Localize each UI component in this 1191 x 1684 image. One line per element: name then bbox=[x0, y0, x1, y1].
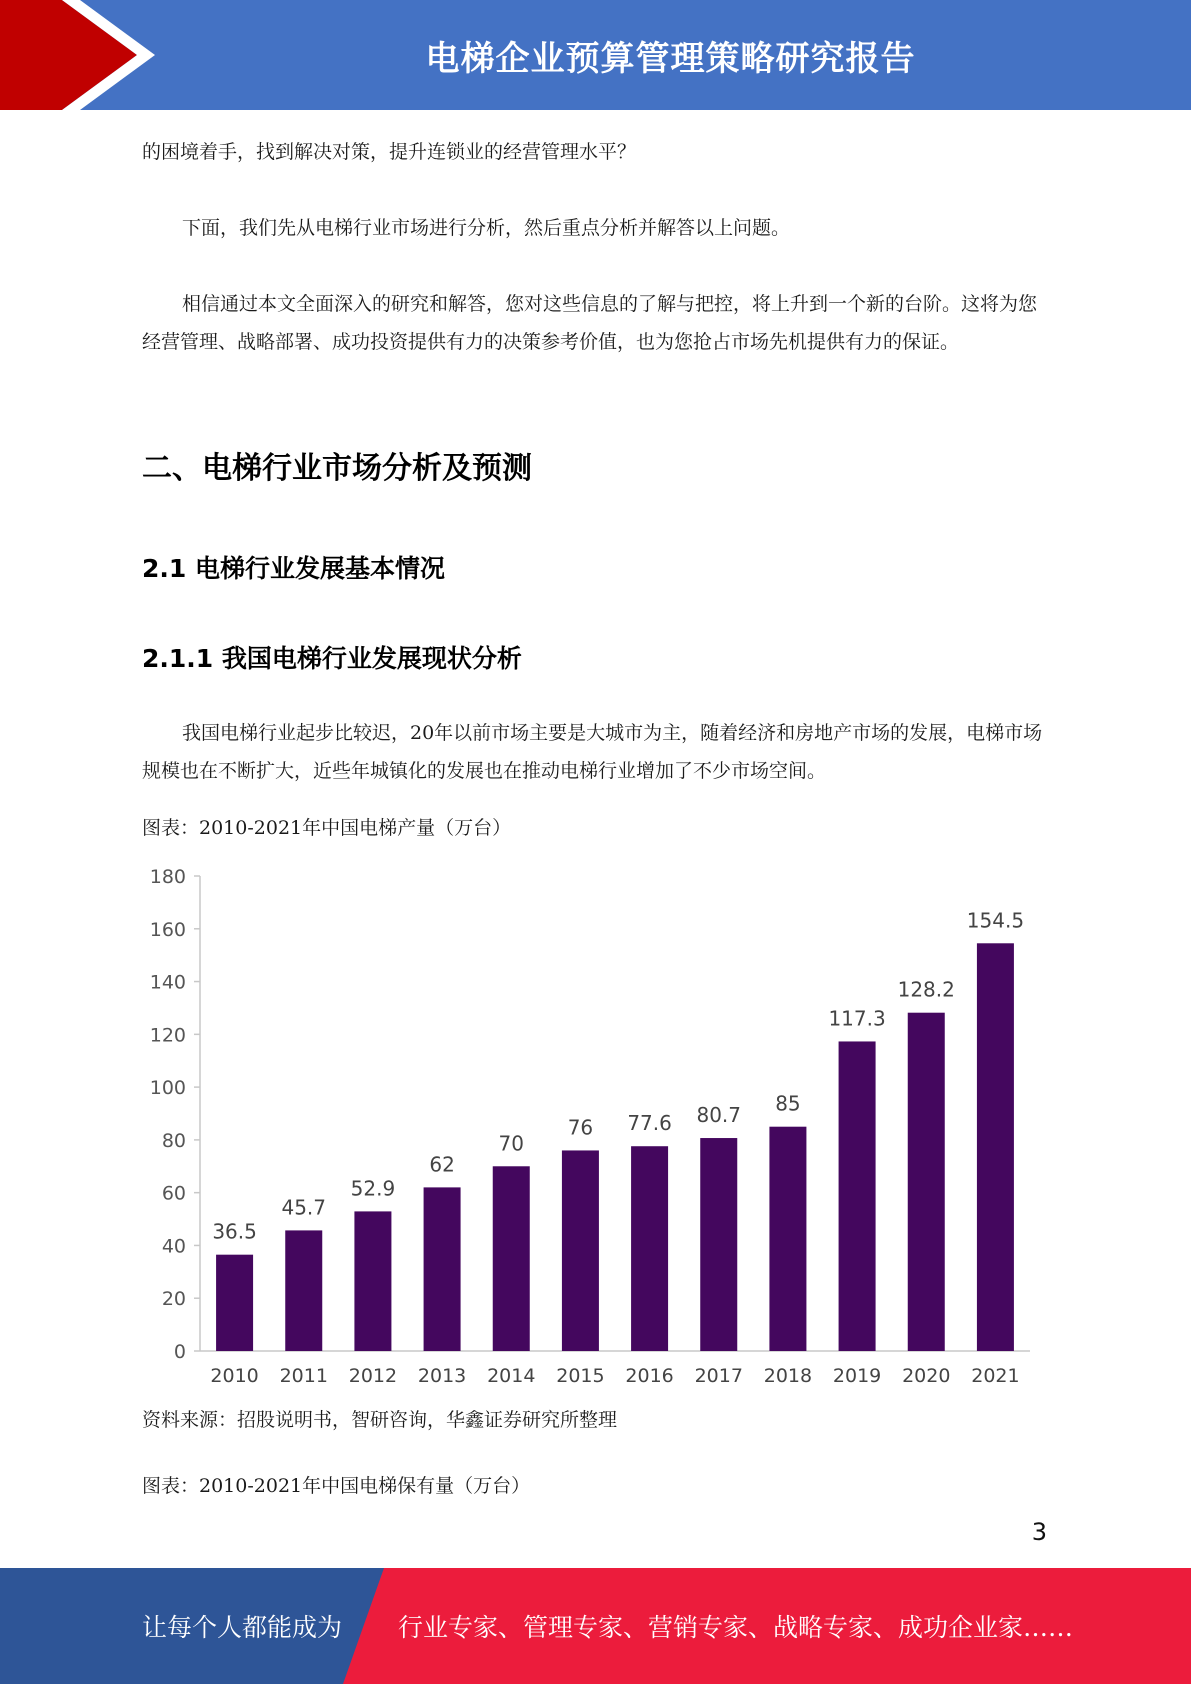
bar-value-label: 77.6 bbox=[627, 1111, 672, 1136]
bar bbox=[977, 943, 1014, 1351]
y-tick-label: 160 bbox=[149, 918, 186, 941]
y-tick-label: 100 bbox=[149, 1077, 186, 1100]
paragraph-industry-status: 我国电梯行业起步比较迟，20年以前市场主要是大城市为主，随着经济和房地产市场的发展，电梯市场规模也在不断扩大，近些年城镇化的发展也在推动电梯行业增加了不少市场空间。 bbox=[142, 722, 1043, 782]
bar bbox=[354, 1211, 391, 1351]
footer-slogan-right: 行业专家、管理专家、营销专家、战略专家、成功企业家…… bbox=[398, 1613, 1074, 1642]
bar bbox=[424, 1187, 461, 1351]
x-tick-label: 2015 bbox=[556, 1365, 605, 1387]
bar-value-label: 128.2 bbox=[897, 977, 955, 1002]
bar-value-label: 52.9 bbox=[350, 1176, 396, 1201]
page-number: 3 bbox=[1031, 1518, 1047, 1546]
header-title: 电梯企业预算管理策略研究报告 bbox=[425, 38, 916, 79]
bar bbox=[839, 1041, 876, 1351]
y-tick-label: 120 bbox=[149, 1024, 186, 1047]
paragraph-value: 相信通过本文全面深入的研究和解答，您对这些信息的了解与把控，将上升到一个新的台阶。这将为您经营管理、战略部署、成功投资提供有力的决策参考价值，也为您抢占市场先机提供有力的保证。 bbox=[142, 293, 1038, 353]
x-tick-label: 2021 bbox=[971, 1365, 1020, 1387]
chart-source: 资料来源：招股说明书，智研咨询，华鑫证券研究所整理 bbox=[142, 1409, 618, 1431]
bar bbox=[769, 1127, 806, 1351]
bar-value-label: 80.7 bbox=[696, 1103, 742, 1128]
bar-value-label: 117.3 bbox=[828, 1006, 886, 1031]
x-tick-label: 2013 bbox=[417, 1365, 467, 1387]
y-tick-label: 40 bbox=[161, 1235, 186, 1258]
section-heading: 二、电梯行业市场分析及预测 bbox=[142, 451, 532, 486]
bar bbox=[908, 1013, 945, 1351]
x-tick-label: 2017 bbox=[694, 1365, 743, 1387]
y-tick-label: 140 bbox=[149, 971, 186, 994]
bar-value-label: 70 bbox=[498, 1131, 524, 1156]
subsubsection-heading: 2.1.1 我国电梯行业发展现状分析 bbox=[142, 644, 522, 673]
y-tick-label: 0 bbox=[173, 1341, 186, 1363]
bar bbox=[493, 1166, 530, 1351]
y-tick-label: 60 bbox=[161, 1182, 186, 1205]
x-tick-label: 2019 bbox=[832, 1365, 882, 1387]
x-tick-label: 2014 bbox=[487, 1365, 536, 1387]
page-footer bbox=[0, 1568, 1191, 1684]
elevator-production-chart bbox=[135, 858, 1055, 1393]
paragraph-overview: 下面，我们先从电梯行业市场进行分析，然后重点分析并解答以上问题。 bbox=[182, 217, 791, 239]
bar bbox=[216, 1255, 253, 1351]
paragraph-intro-end: 的困境着手，找到解决对策，提升连锁业的经营管理水平？ bbox=[142, 141, 637, 163]
bar-value-label: 154.5 bbox=[966, 908, 1025, 933]
bar-value-label: 62 bbox=[429, 1152, 455, 1177]
x-tick-label: 2012 bbox=[348, 1365, 398, 1387]
bar bbox=[631, 1146, 668, 1351]
bar-value-label: 36.5 bbox=[212, 1219, 257, 1244]
bar-value-label: 76 bbox=[567, 1115, 594, 1140]
x-tick-label: 2020 bbox=[902, 1365, 951, 1387]
bar bbox=[562, 1150, 599, 1351]
subsection-heading: 2.1 电梯行业发展基本情况 bbox=[142, 554, 445, 583]
x-tick-label: 2018 bbox=[763, 1365, 813, 1387]
y-tick-label: 180 bbox=[149, 866, 186, 888]
y-tick-label: 20 bbox=[161, 1288, 186, 1311]
x-tick-label: 2016 bbox=[625, 1365, 674, 1387]
bar-value-label: 45.7 bbox=[281, 1195, 327, 1220]
footer-slogan-left: 让每个人都能成为 bbox=[142, 1613, 343, 1642]
bar bbox=[285, 1230, 322, 1351]
bar bbox=[700, 1138, 737, 1351]
y-tick-label: 80 bbox=[161, 1129, 186, 1152]
bar-value-label: 85 bbox=[775, 1091, 801, 1116]
x-tick-label: 2011 bbox=[279, 1365, 328, 1387]
chart-caption-production: 图表：2010-2021年中国电梯产量（万台） bbox=[142, 817, 512, 839]
x-tick-label: 2010 bbox=[210, 1365, 259, 1387]
page-header bbox=[0, 0, 1191, 110]
chart-caption-ownership: 图表：2010-2021年中国电梯保有量（万台） bbox=[142, 1475, 531, 1497]
